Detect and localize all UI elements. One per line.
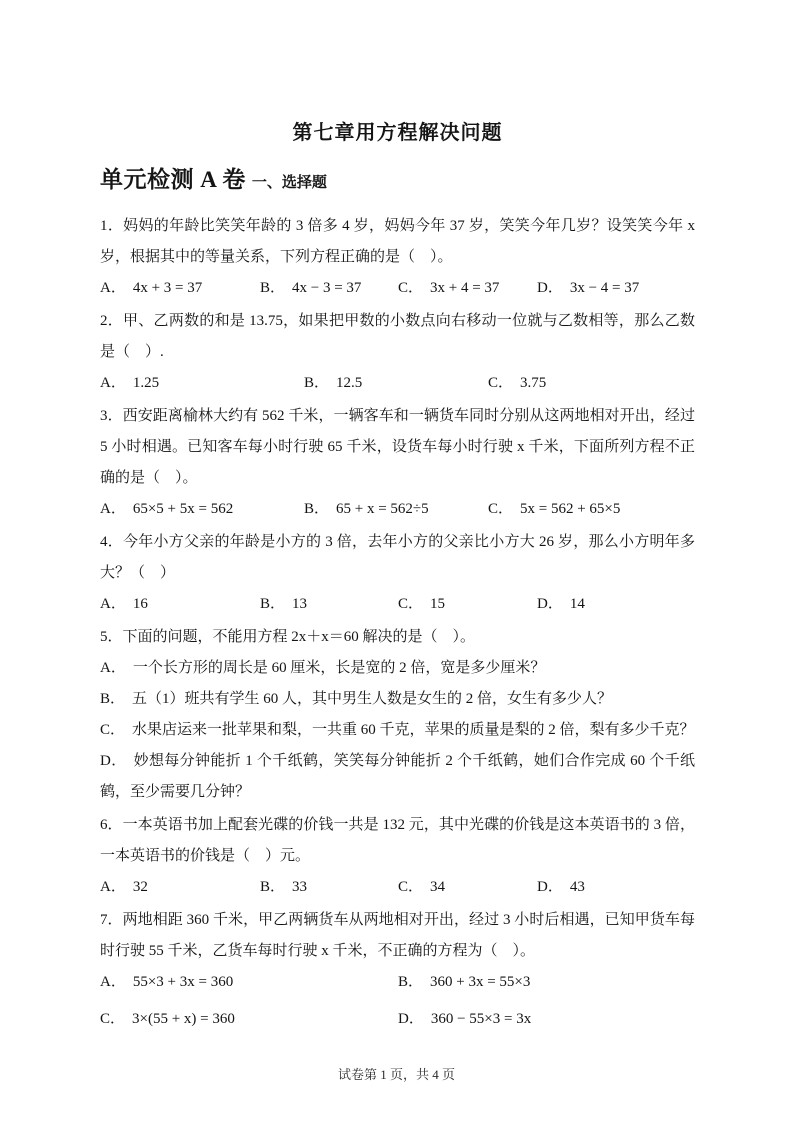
option-label: D． xyxy=(100,753,127,769)
option-text: 一个长方形的周长是 60 厘米，长是宽的 2 倍，宽是多少厘米？ xyxy=(132,660,546,676)
option-label: C． xyxy=(488,501,514,517)
question-7-options-row-1 xyxy=(100,967,695,998)
question-7-option-a xyxy=(100,967,398,998)
question-1-stem: 1．妈妈的年龄比笑笑年龄的 3 倍多 4 岁，妈妈今年 37 岁，笑笑今年几岁？设笑笑今年 x 岁，根据其中的等量关系，下列方程正确的是（ ）。 xyxy=(100,218,695,265)
question-2-stem: 2．甲、乙两数的和是 13.75，如果把甲数的小数点向右移动一位就与乙数相等，那么乙数是（ ）. xyxy=(100,313,695,360)
option-text: 水果店运来一批苹果和梨，一共重 60 千克，苹果的质量是梨的 2 倍，梨有多少千克？ xyxy=(132,722,695,738)
question-7 xyxy=(100,905,695,1035)
option-label: A． xyxy=(100,596,126,612)
question-7-stem: 7．两地相距 360 千米，甲乙两辆货车从两地相对开出，经过 3 小时后相遇，已知甲货车每时行驶 55 千米，乙货车每时行驶 x 千米，不正确的方程为（ ）。 xyxy=(100,912,695,959)
option-text: 3×(55 + x) = 360 xyxy=(132,1011,235,1027)
option-text: 360 + 3x = 55×3 xyxy=(430,974,531,990)
option-text: 65 + x = 562÷5 xyxy=(336,501,429,517)
option-label: D． xyxy=(537,280,563,296)
question-7-options-row-2 xyxy=(100,1004,695,1035)
option-label: D． xyxy=(398,1011,424,1027)
option-label: B． xyxy=(260,596,286,612)
question-3-option-b xyxy=(304,494,488,525)
option-text: 5x = 562 + 65×5 xyxy=(520,501,621,517)
option-text: 34 xyxy=(430,879,446,895)
option-label: B． xyxy=(100,691,126,707)
question-4-option-c xyxy=(398,589,537,620)
option-text: 4x + 3 = 37 xyxy=(132,280,203,296)
question-5-option-a xyxy=(100,653,695,684)
option-text: 360 − 55×3 = 3x xyxy=(430,1011,532,1027)
question-4-stem: 4．今年小方父亲的年龄是小方的 3 倍，去年小方的父亲比小方大 26 岁，那么小方明年多大？（ ） xyxy=(100,534,695,581)
option-text: 65×5 + 5x = 562 xyxy=(132,501,234,517)
question-7-option-d xyxy=(398,1004,531,1035)
option-label: B． xyxy=(304,375,330,391)
option-text: 32 xyxy=(132,879,148,895)
option-text: 13 xyxy=(292,596,308,612)
question-3-options xyxy=(100,494,695,525)
question-1-option-a xyxy=(100,273,260,304)
question-5 xyxy=(100,622,695,808)
option-label: C． xyxy=(398,596,424,612)
question-6-option-d xyxy=(537,872,585,903)
option-label: A． xyxy=(100,879,126,895)
option-label: C． xyxy=(488,375,514,391)
option-text: 15 xyxy=(430,596,446,612)
question-5-option-d xyxy=(100,746,695,808)
question-6-option-b xyxy=(260,872,398,903)
page-footer: 试卷第 1 页，共 4 页 xyxy=(337,1067,455,1082)
option-label: A． xyxy=(100,280,126,296)
question-6 xyxy=(100,810,695,903)
option-label: A． xyxy=(100,974,126,990)
question-6-options xyxy=(100,872,695,903)
option-label: A． xyxy=(100,660,126,676)
question-7-option-c xyxy=(100,1004,398,1035)
option-label: A． xyxy=(100,375,126,391)
section-title: 单元检测 A 卷 xyxy=(100,167,246,192)
question-1-options xyxy=(100,273,695,304)
question-6-option-c xyxy=(398,872,537,903)
option-text: 16 xyxy=(132,596,148,612)
option-label: C． xyxy=(398,879,424,895)
option-text: 12.5 xyxy=(336,375,363,391)
question-3-option-a xyxy=(100,494,304,525)
option-label: A． xyxy=(100,501,126,517)
question-5-stem: 5．下面的问题，不能用方程 2x＋x＝60 解决的是（ ）。 xyxy=(100,629,476,645)
option-text: 1.25 xyxy=(132,375,160,391)
question-1-option-c xyxy=(398,273,537,304)
option-text: 妙想每分钟能折 1 个千纸鹤，笑笑每分钟能折 2 个千纸鹤，她们合作完成 60 个千纸鹤，至少需要几分钟？ xyxy=(100,753,695,800)
question-7-option-b xyxy=(398,967,530,998)
question-5-option-b xyxy=(100,684,695,715)
option-text: 3x − 4 = 37 xyxy=(569,280,640,296)
option-label: B． xyxy=(260,879,286,895)
option-label: B． xyxy=(398,974,424,990)
option-label: D． xyxy=(537,879,563,895)
section-subtitle: 一、选择题 xyxy=(251,175,327,191)
option-text: 3x + 4 = 37 xyxy=(430,280,500,296)
option-text: 55×3 + 3x = 360 xyxy=(132,974,234,990)
question-3-option-c xyxy=(488,494,620,525)
section-heading xyxy=(100,164,695,199)
option-label: B． xyxy=(260,280,286,296)
option-label: C． xyxy=(100,722,126,738)
option-label: C． xyxy=(398,280,424,296)
question-6-option-a xyxy=(100,872,260,903)
option-text: 4x − 3 = 37 xyxy=(292,280,362,296)
question-2 xyxy=(100,306,695,399)
question-2-option-c xyxy=(488,368,546,399)
option-label: C． xyxy=(100,1011,126,1027)
question-1-option-d xyxy=(537,273,639,304)
option-text: 43 xyxy=(569,879,585,895)
question-3 xyxy=(100,401,695,525)
question-5-option-c xyxy=(100,715,695,746)
question-4-option-a xyxy=(100,589,260,620)
question-6-stem: 6．一本英语书加上配套光碟的价钱一共是 132 元，其中光碟的价钱是这本英语书的 3 倍，一本英语书的价钱是（ ）元。 xyxy=(100,817,695,864)
question-1 xyxy=(100,211,695,304)
question-1-option-b xyxy=(260,273,398,304)
option-text: 3.75 xyxy=(520,375,547,391)
question-2-option-b xyxy=(304,368,488,399)
option-label: D． xyxy=(537,596,563,612)
question-2-option-a xyxy=(100,368,304,399)
option-text: 33 xyxy=(292,879,308,895)
option-label: B． xyxy=(304,501,330,517)
question-3-stem: 3．西安距离榆林大约有 562 千米，一辆客车和一辆货车同时分别从这两地相对开出，经过 5 小时相遇。已知客车每小时行驶 65 千米，设货车每小时行驶 x 千米，下面所列方程不正确的是（ ）。 xyxy=(100,408,695,486)
question-4-option-b xyxy=(260,589,398,620)
option-text: 五（1）班共有学生 60 人，其中男生人数是女生的 2 倍，女生有多少人？ xyxy=(132,691,613,707)
question-4 xyxy=(100,527,695,620)
question-2-options xyxy=(100,368,695,399)
page-title: 第七章用方程解决问题 xyxy=(292,122,503,144)
question-4-option-d xyxy=(537,589,585,620)
question-4-options xyxy=(100,589,695,620)
option-text: 14 xyxy=(569,596,585,612)
